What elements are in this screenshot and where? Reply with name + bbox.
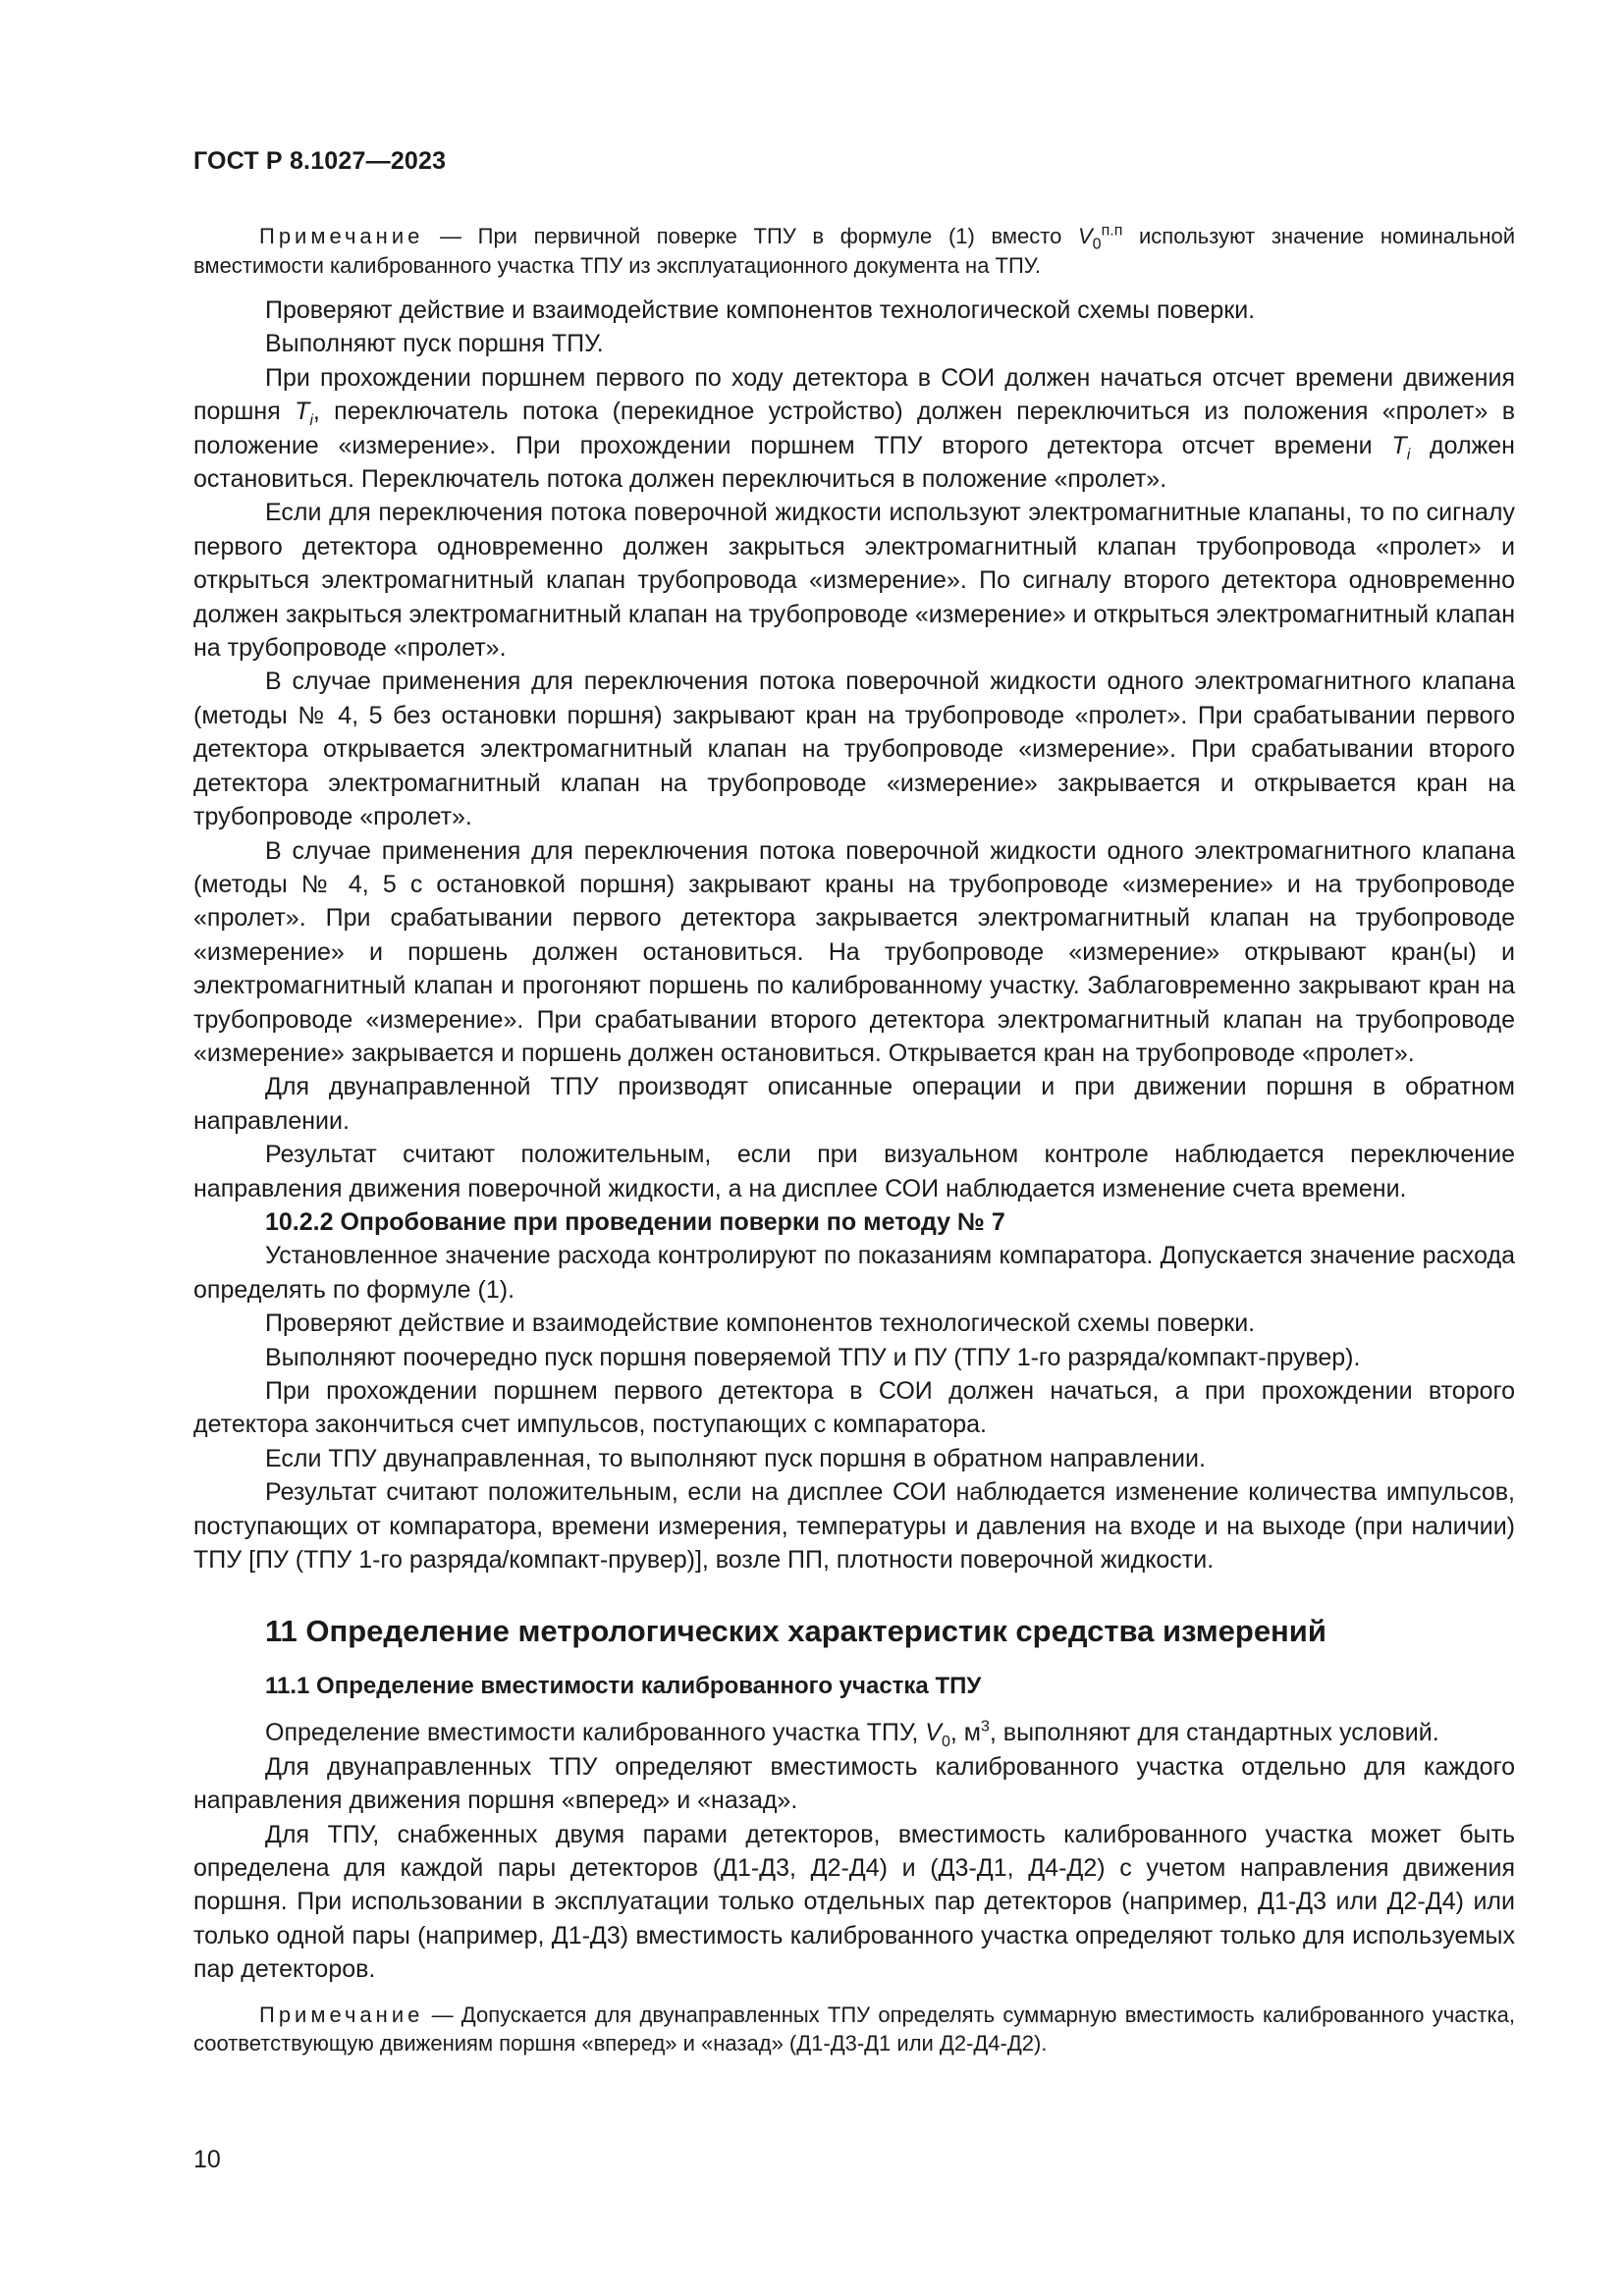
paragraph: Установленное значение расхода контролируют по показаниям компаратора. Допускается значение расхода определять по формуле (1). [193,1242,1515,1304]
note-2: Примечание — Допускается для двунаправленных ТПУ определять суммарную вместимость калиброванного участка, соответствующую движениям поршня «вперед» и «назад» (Д1-Д3-Д1 или Д2-Д4-Д2). [193,2002,1515,2056]
paragraph: При прохождении поршнем первого по ходу детектора в СОИ должен начаться отсчет времени движения поршня $T_i$, переключатель потока (перекидное устройство) должен переключиться из положения «пролет» в положение «измерение». При прохождении поршнем ТПУ второго детектора отсчет времени $T_i$ должен остановиться. Переключатель потока должен переключиться в положение «пролет». [193,363,1515,494]
document-header: ГОСТ Р 8.1027—2023 [193,147,447,175]
page-number: 10 [193,2146,221,2173]
paragraph: Результат считают положительным, если при визуальном контроле наблюдается переключение направления движения поверочной жидкости, а на дисплее СОИ наблюдается изменение счета времени. [193,1141,1515,1202]
note-1: Примечание — При первичной поверке ТПУ в формуле (1) вместо $V_0^{п.п}$ используют значение номинальной вместимости калиброванного участка ТПУ из эксплуатационного документа на ТПУ. [193,222,1515,278]
paragraph: Для ТПУ, снабженных двумя парами детекторов, вместимость калиброванного участка может быть определена для каждой пары детекторов (Д1-Д3, Д2-Д4) и (Д3-Д1, Д4-Д2) с учетом направления движения поршня. При использовании в эксплуатации только отдельных пар детекторов (например, Д1-Д3 или Д2-Д4) или только одной пары (например, Д1-Д3) вместимость калиброванного участка определяют только для используемых пар детекторов. [193,1820,1515,1984]
note-label: Примечание [259,2002,424,2027]
subsection-heading-10-2-2: 10.2.2 Опробование при проведении поверки по методу № 7 [265,1207,1005,1236]
paragraph: Выполняют поочередно пуск поршня поверяемой ТПУ и ПУ (ТПУ 1-го разряда/компакт-прувер). [265,1343,1361,1371]
paragraph: Если для переключения потока поверочной жидкости используют электромагнитные клапаны, то по сигналу первого детектора одновременно должен закрыться электромагнитный клапан трубопровода «пролет» и открыться электромагнитный клапан трубопровода «измерение». По сигналу второго детектора одновременно должен закрыться электромагнитный клапан на трубопроводе «измерение» и открыться электромагнитный клапан на трубопроводе «пролет». [193,499,1515,663]
paragraph: Для двунаправленной ТПУ производят описанные операции и при движении поршня в обратном направлении. [193,1073,1515,1135]
subsection-heading-11-1: 11.1 Определение вместимости калиброванного участка ТПУ [265,1673,982,1700]
note-label: Примечание [259,224,424,248]
document-body [193,222,1515,2058]
section-heading-11: 11 Определение метрологических характеристик средства измерений [265,1614,1326,1649]
paragraph: Результат считают положительным, если на дисплее СОИ наблюдается изменение количества импульсов, поступающих от компаратора, времени измерения, температуры и давления на входе и на выходе (при наличии) ТПУ [ПУ (ТПУ 1-го разряда/компакт-прувер)], возле ПП, плотности поверочной жидкости. [193,1478,1515,1575]
paragraph: В случае применения для переключения потока поверочной жидкости одного электромагнитного клапана (методы № 4, 5 без остановки поршня) закрывают кран на трубопроводе «пролет». При срабатывании первого детектора открывается электромагнитный клапан на трубопроводе «измерение». При срабатывании второго детектора электромагнитный клапан на трубопроводе «измерение» закрывается и открывается кран на трубопроводе «пролет». [193,667,1515,831]
paragraph: Для двунаправленных ТПУ определяют вместимость калиброванного участка отдельно для каждого направления движения поршня «вперед» и «назад». [193,1752,1515,1815]
paragraph: Если ТПУ двунаправленная, то выполняют пуск поршня в обратном направлении. [265,1444,1206,1472]
paragraph: В случае применения для переключения потока поверочной жидкости одного электромагнитного клапана (методы № 4, 5 с остановкой поршня) закрывают краны на трубопроводе «измерение» и на трубопроводе «пролет». При срабатывании первого детектора закрывается электромагнитный клапан на трубопроводе «измерение» и поршень должен остановиться. На трубопроводе «измерение» открывают кран(ы) и электромагнитный клапан и прогоняют поршень по калиброванному участку. Заблаговременно закрывают кран на трубопроводе «измерение». При срабатывании второго детектора электромагнитный клапан на трубопроводе «измерение» закрывается и поршень должен остановиться. Открывается кран на трубопроводе «пролет». [193,836,1515,1067]
paragraph: Выполняют пуск поршня ТПУ. [265,330,604,358]
paragraph: При прохождении поршнем первого детектора в СОИ должен начаться, а при прохождении второго детектора закончиться счет импульсов, поступающих с компаратора. [193,1377,1515,1439]
paragraph: Проверяют действие и взаимодействие компонентов технологической схемы поверки. [265,296,1256,324]
paragraph: Определение вместимости калиброванного участка ТПУ, $V_0$, $м^3$, выполняют для стандартных условий. [265,1719,1439,1751]
paragraph: Проверяют действие и взаимодействие компонентов технологической схемы поверки. [265,1309,1256,1338]
